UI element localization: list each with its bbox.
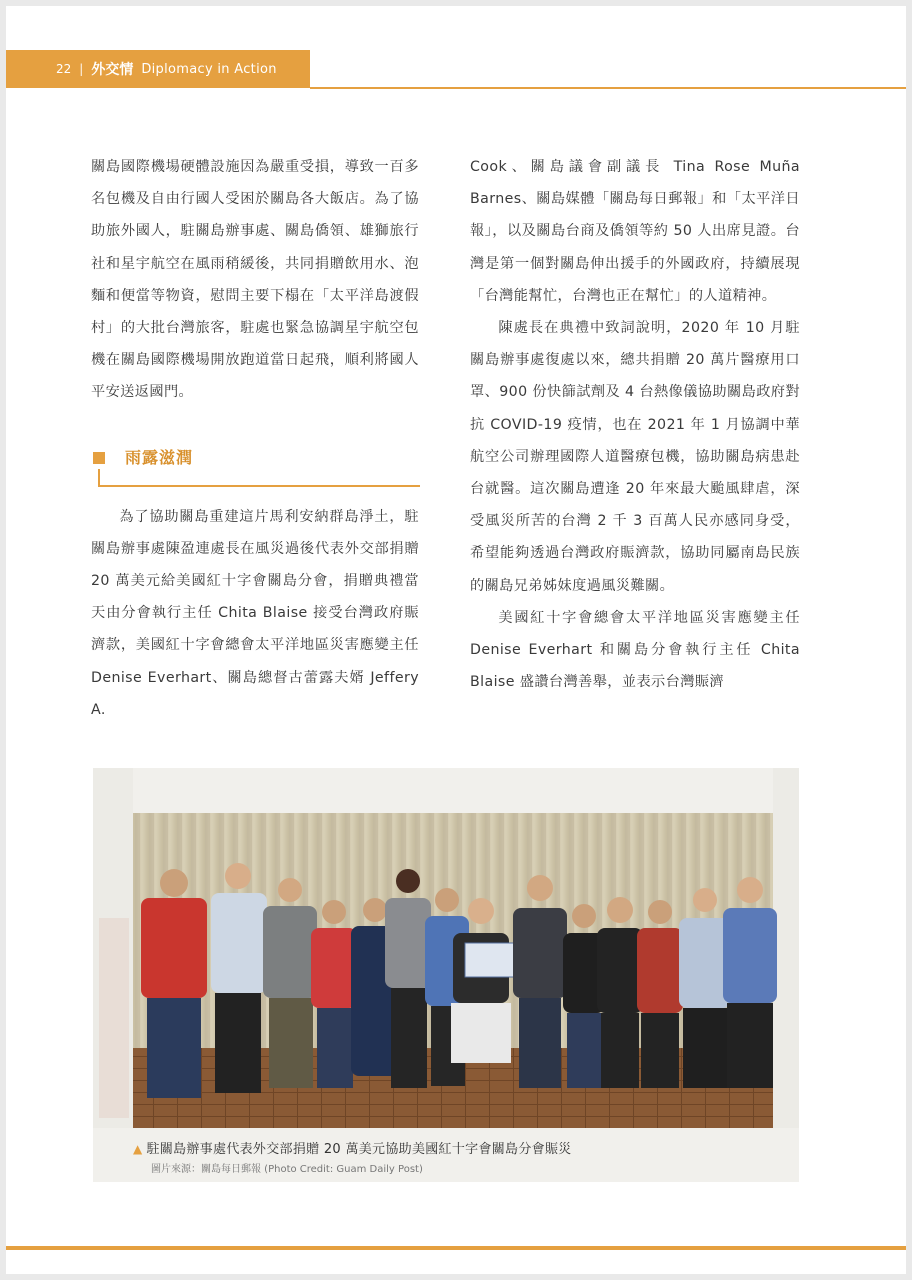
section-title-zh: 外交情	[91, 62, 134, 78]
section-heading-title: 雨露滋潤	[125, 447, 194, 467]
magazine-page	[6, 6, 906, 1274]
right-column	[470, 151, 800, 698]
right-paragraph-1: Cook、關島議會副議長 Tina Rose Muña Barnes、關島媒體「關島每日郵報」和「太平洋日報」，以及關島台商及僑領等約 50 人出席見證。台灣是第一個對關島伸出援手的外國政府，持續展現「台灣能幫忙，台灣也正在幫忙」的人道精神。	[470, 159, 800, 304]
right-paragraph-2: 陳處長在典禮中致詞說明，2020 年 10 月駐關島辦事處復處以來，總共捐贈 20 萬片醫療用口罩、900 份快篩試劑及 4 台熱像儀協助關島政府對抗 COVID-19 疫情，也在 2021 年 1 月協調中華航空公司辦理國際人道醫療包機，協助關島病患赴台就醫。這次關島遭逢 20 年來最大颱風肆虐，深受風災所苦的台灣 2 千 3 百萬人民亦感同身受，希望能夠透過台灣政府賑濟款，協助同屬南島民族的關島兄弟姊妹度過風災難關。	[470, 320, 800, 594]
group-photo	[93, 768, 799, 1182]
section-rule-horizontal	[98, 485, 420, 487]
photo-caption-text: 駐關島辦事處代表外交部捐贈 20 萬美元協助美國紅十字會關島分會賑災	[146, 1142, 572, 1157]
page-number: 22	[56, 62, 72, 76]
footer-rule	[6, 1246, 906, 1250]
section-heading	[91, 443, 419, 487]
section-title-en: Diplomacy in Action	[141, 61, 277, 77]
header-separator: |	[79, 62, 84, 76]
photo-caption	[133, 1138, 572, 1157]
page-header-tab	[6, 50, 310, 88]
photo-credit: 圖片來源：關島每日郵報 (Photo Credit: Guam Daily Post)	[151, 1164, 423, 1175]
left-paragraph-1: 關島國際機場硬體設施因為嚴重受損，導致一百多名包機及自由行國人受困於關島各大飯店。為了協助旅外國人，駐關島辦事處、關島僑領、雄獅旅行社和星宇航空在風雨稍緩後，共同捐贈飲用水、泡麵和便當等物資，慰問主要下榻在「太平洋島渡假村」的大批台灣旅客，駐處也緊急協調星宇航空包機在關島國際機場開放跑道當日起飛，順利將國人平安送返國門。	[91, 159, 419, 401]
group-photo-illustration	[93, 768, 799, 1182]
right-paragraph-3: 美國紅十字會總會太平洋地區災害應變主任 Denise Everhart 和關島分會執行主任 Chita Blaise 盛讚台灣善舉，並表示台灣賑濟	[470, 609, 800, 691]
left-paragraph-2: 為了協助關島重建這片馬利安納群島淨土，駐關島辦事處陳盈連處長在風災過後代表外交部捐贈 20 萬美元給美國紅十字會關島分會，捐贈典禮當天由分會執行主任 Chita Blaise 接受台灣政府賑濟款，美國紅十字會總會太平洋地區災害應變主任 Denise Everhart、關島總督古蕾露夫婿 Jeffery A.	[91, 508, 419, 718]
section-marker-icon	[93, 452, 105, 464]
header-rule	[310, 87, 906, 89]
left-column	[91, 151, 419, 726]
section-rule-vertical	[98, 469, 100, 485]
caption-triangle-icon: ▲	[133, 1142, 143, 1156]
